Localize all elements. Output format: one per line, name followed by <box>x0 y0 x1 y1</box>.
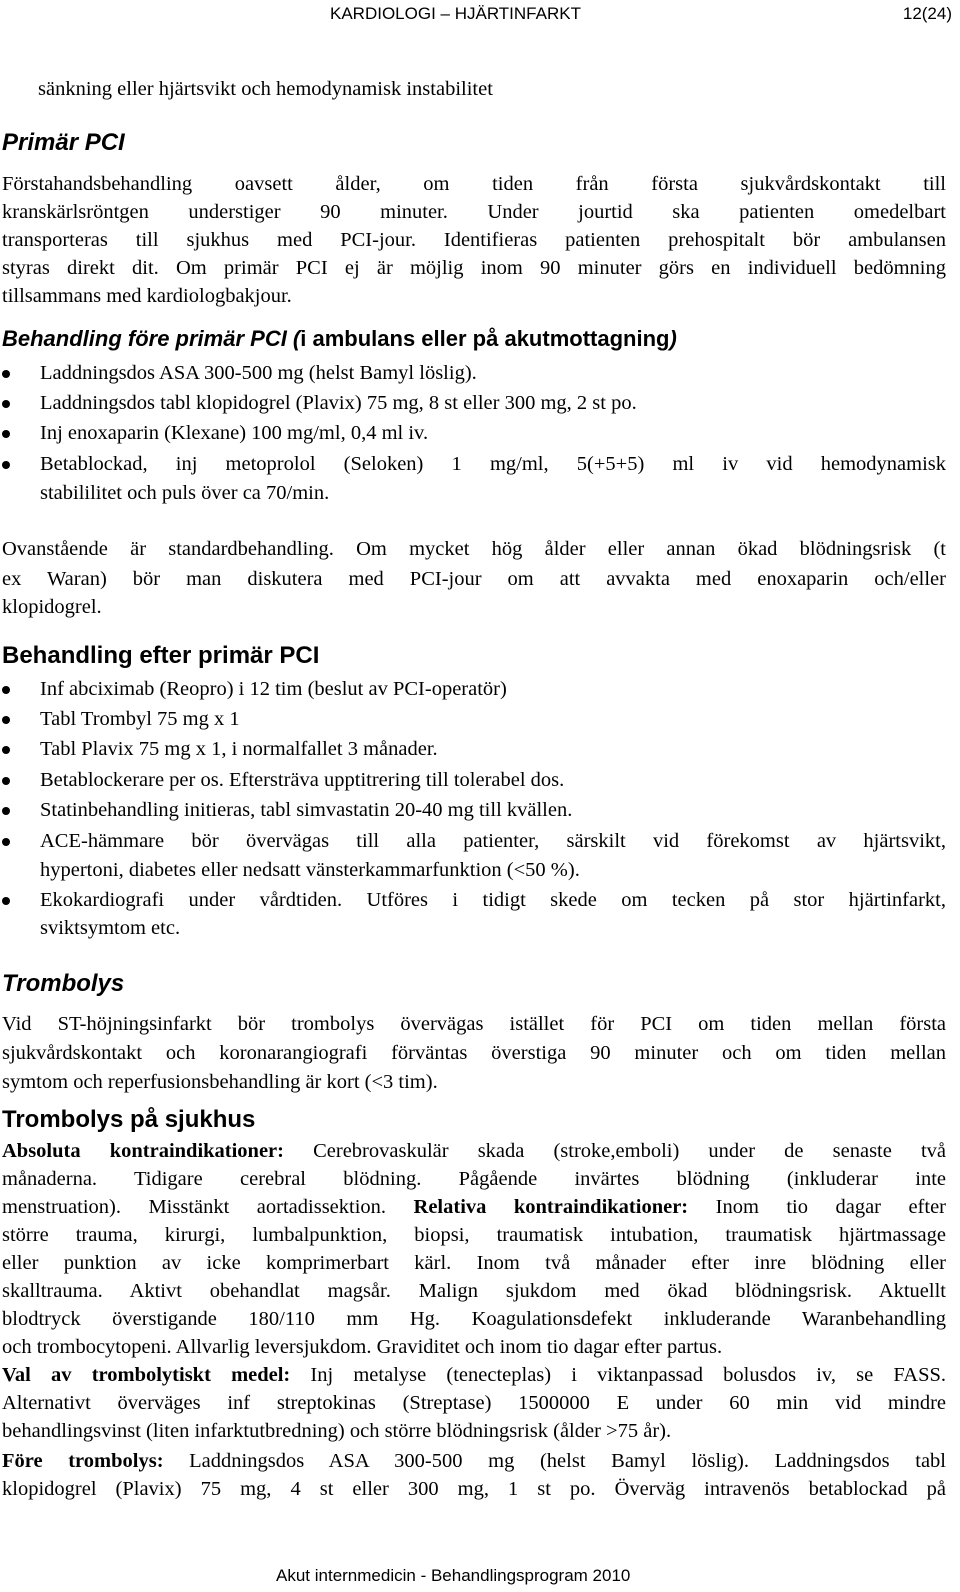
bullet-icon <box>2 461 10 469</box>
running-header: KARDIOLOGI – HJÄRTINFARKT <box>330 4 581 23</box>
bullet-icon <box>2 370 10 378</box>
paragraph-line <box>2 1137 946 1165</box>
bullet-icon <box>2 716 10 724</box>
paragraph-line: Förstahandsbehandling oavsett ålder, om tiden från första sjukvårdskontakt till <box>2 173 946 195</box>
paragraph-line: och trombocytopeni. Allvarlig leversjukdom. Graviditet och inom tio dagar efter partus. <box>2 1336 723 1358</box>
heading-trombolys: Trombolys <box>2 970 125 997</box>
bold-label: Absoluta kontraindikationer: <box>2 1140 284 1162</box>
bullet-icon <box>2 746 10 754</box>
paragraph-line: symtom och reperfusionsbehandling är kort (<3 tim). <box>2 1071 438 1093</box>
list-item-text: Ekokardiografi under vårdtiden. Utföres i tidigt skede om tecken på stor hjärtinfarkt, <box>40 889 946 911</box>
paragraph-line: blodtryck överstigande 180/110 mm Hg. Koagulationsdefekt inkluderande Waranbehandling <box>2 1308 946 1330</box>
list-item-text: Betablockad, inj metoprolol (Seloken) 1 mg/ml, 5(+5+5) ml iv vid hemodynamisk <box>40 453 946 475</box>
paragraph-line: transporteras till sjukhus med PCI-jour. Identifieras patienten prehospitalt bör ambulansen <box>2 229 946 251</box>
heading-primar-pci: Primär PCI <box>2 129 125 156</box>
paragraph-line: klopidogrel. <box>2 596 102 618</box>
intro-line: sänkning eller hjärtsvikt och hemodynamisk instabilitet <box>38 78 493 100</box>
bold-label: Relativa kontraindikationer: <box>413 1196 689 1218</box>
paragraph-line: Vid ST-höjningsinfarkt bör trombolys övervägas istället för PCI om tiden mellan första <box>2 1013 946 1035</box>
list-item-text: Tabl Plavix 75 mg x 1, i normalfallet 3 månader. <box>40 738 438 760</box>
heading-trombolys-sjukhus: Trombolys på sjukhus <box>2 1106 256 1133</box>
bullet-icon <box>2 897 10 905</box>
paragraph-line: klopidogrel (Plavix) 75 mg, 4 st eller 300 mg, 1 st po. Överväg intravenös betablockad på <box>2 1478 946 1500</box>
paragraph-line: större trauma, kirurgi, lumbalpunktion, biopsi, traumatisk intubation, traumatisk hjärtmassage <box>2 1224 946 1246</box>
bullet-icon <box>2 777 10 785</box>
list-item-text: Betablockerare per os. Eftersträva upptitrering till tolerabel dos. <box>40 769 565 791</box>
paragraph-line: styras direkt dit. Om primär PCI ej är möjlig inom 90 minuter görs en individuell bedömning <box>2 257 946 279</box>
heading-part: Behandling före primär PCI ( <box>2 326 301 351</box>
paragraph-text: Inj metalyse (tenecteplas) i viktanpassad bolusdos iv, se FASS. <box>290 1364 946 1386</box>
list-item-text: stabililitet och puls över ca 70/min. <box>40 482 330 504</box>
paragraph-line <box>2 1361 946 1389</box>
paragraph-line: eller punktion av icke komprimerbart kärl. Inom två månader efter inre blödning eller <box>2 1252 946 1274</box>
paragraph-line <box>2 1447 946 1475</box>
paragraph-line: månaderna. Tidigare cerebral blödning. Pågående invärtes blödning (inkluderar inte <box>2 1168 946 1190</box>
paragraph-line <box>2 1193 946 1221</box>
paragraph-line: skalltrauma. Aktivt obehandlat magsår. Malign sjukdom med ökad blödningsrisk. Aktuellt <box>2 1280 946 1302</box>
paragraph-line: sjukvårdskontakt och koronarangiografi förväntas överstiga 90 minuter och om tiden mellan <box>2 1042 946 1064</box>
list-item-text: hypertoni, diabetes eller nedsatt vänsterkammarfunktion (<50 %). <box>40 859 580 881</box>
paragraph-text: Cerebrovaskulär skada (stroke,emboli) under de senaste två <box>284 1140 946 1162</box>
bullet-icon <box>2 807 10 815</box>
bullet-icon <box>2 686 10 694</box>
list-item-text: sviktsymtom etc. <box>40 917 181 939</box>
heading-fore-pci <box>2 326 677 352</box>
paragraph-line: kranskärlsröntgen understiger 90 minuter. Under jourtid ska patienten omedelbart <box>2 201 946 223</box>
page-number: 12(24) <box>902 4 952 23</box>
heading-part: i ambulans eller på akutmottagning <box>300 326 670 351</box>
paragraph-line: ex Waran) bör man diskutera med PCI-jour om att avvakta med enoxaparin och/eller <box>2 568 946 590</box>
bullet-icon <box>2 400 10 408</box>
list-item-text: Tabl Trombyl 75 mg x 1 <box>40 708 240 730</box>
paragraph-text: menstruation). Misstänkt aortadissektion. <box>2 1196 414 1218</box>
paragraph-line: tillsammans med kardiologbakjour. <box>2 285 292 307</box>
list-item-text: ACE-hämmare bör övervägas till alla patienter, särskilt vid förekomst av hjärtsvikt, <box>40 830 946 852</box>
paragraph-line: Ovanstående är standardbehandling. Om mycket hög ålder eller annan ökad blödningsrisk (t <box>2 538 946 560</box>
list-item-text: Inf abciximab (Reopro) i 12 tim (beslut av PCI-operatör) <box>40 678 507 700</box>
bold-label: Före trombolys: <box>2 1450 164 1472</box>
list-item-text: Statinbehandling initieras, tabl simvastatin 20-40 mg till kvällen. <box>40 799 573 821</box>
bullet-icon <box>2 838 10 846</box>
heading-part: ) <box>669 326 677 351</box>
bold-label: Val av trombolytiskt medel: <box>2 1364 291 1386</box>
heading-efter-pci: Behandling efter primär PCI <box>2 642 320 669</box>
paragraph-line: behandlingsvinst (liten infarktutbredning) och större blödningsrisk (ålder >75 år). <box>2 1420 672 1442</box>
paragraph-text: Inom tio dagar efter <box>688 1196 947 1218</box>
paragraph-text: Laddningsdos ASA 300-500 mg (helst Bamyl löslig). Laddningsdos tabl <box>163 1450 946 1472</box>
running-footer: Akut internmedicin - Behandlingsprogram 2010 <box>276 1566 631 1585</box>
paragraph-line: Alternativt överväges inf streptokinas (Streptase) 1500000 E under 60 min vid mindre <box>2 1392 946 1414</box>
bullet-icon <box>2 430 10 438</box>
list-item-text: Inj enoxaparin (Klexane) 100 mg/ml, 0,4 ml iv. <box>40 422 429 444</box>
list-item-text: Laddningsdos ASA 300-500 mg (helst Bamyl löslig). <box>40 362 477 384</box>
list-item-text: Laddningsdos tabl klopidogrel (Plavix) 75 mg, 8 st eller 300 mg, 2 st po. <box>40 392 637 414</box>
